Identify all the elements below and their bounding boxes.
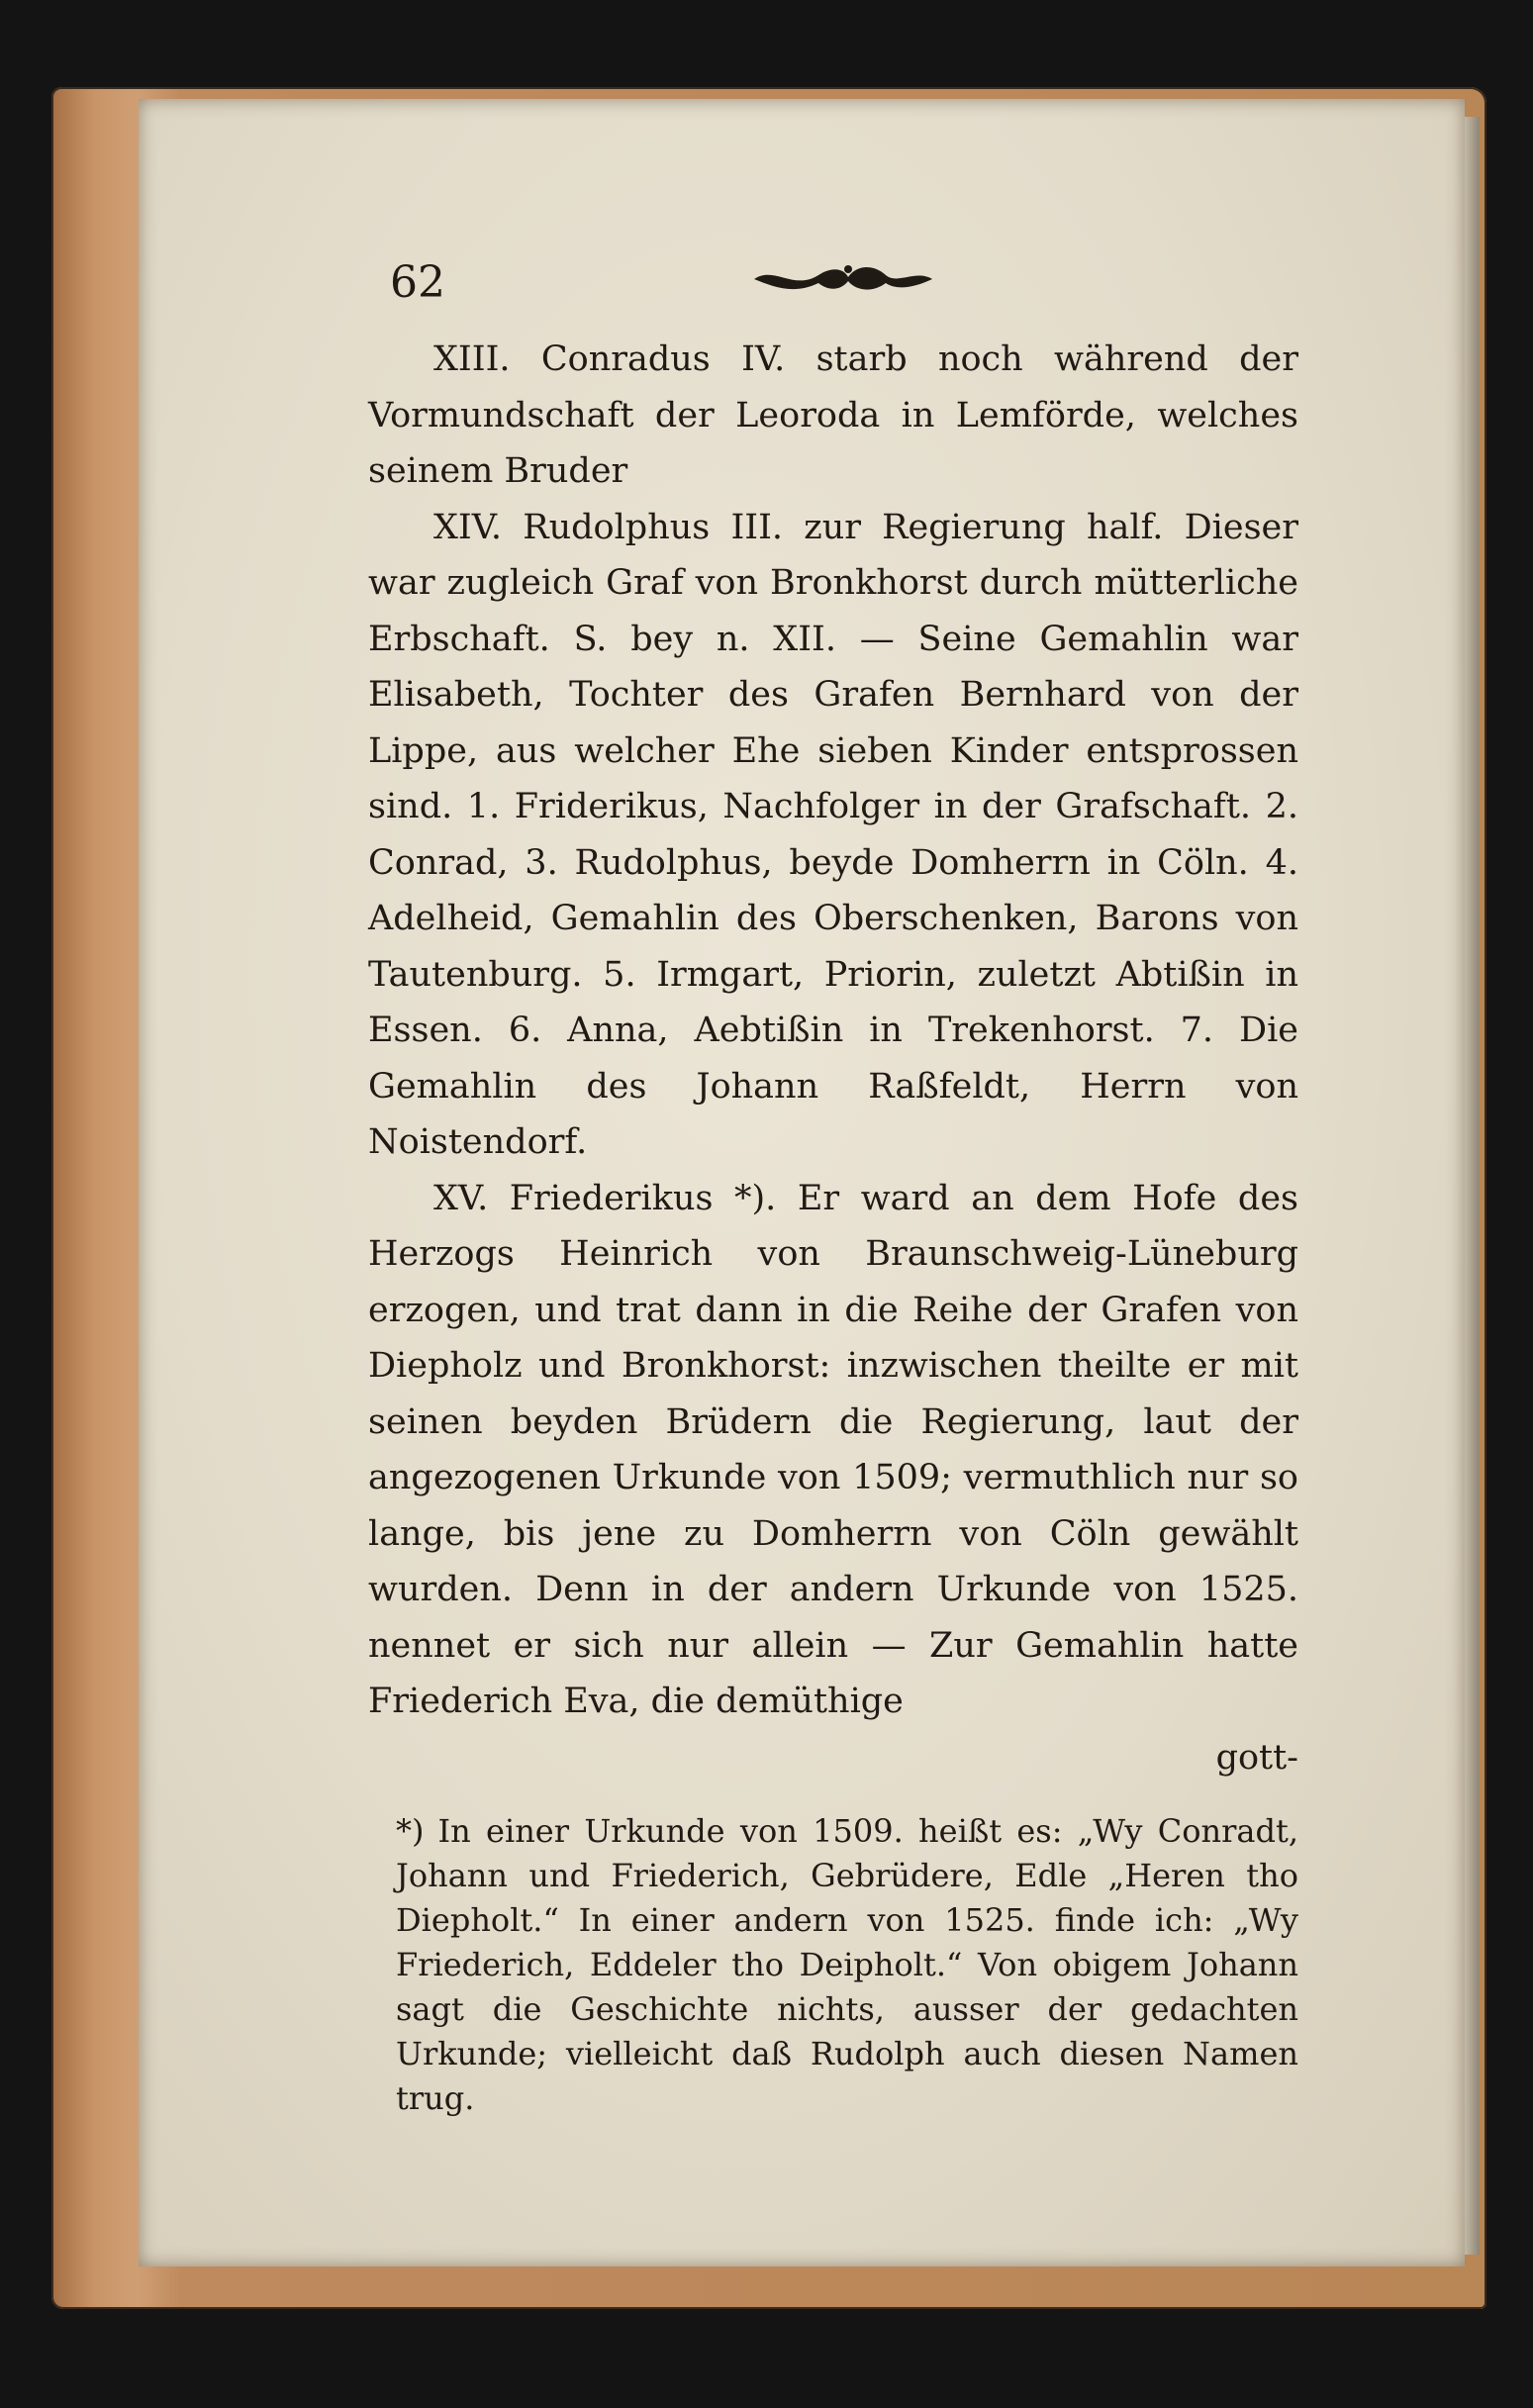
footnote-marker: *) [396,1811,425,1850]
footnote-text: In einer Urkunde von 1509. heißt es: „Wy Conradt, Johann und Friederich, Gebrüdere, Edle „Heren tho Diepholt.“ In einer andern von 1525. finde ich: „Wy Friederich, Eddeler tho Deipholt.“ Von obigem Johann sagt die Geschichte nichts, ausser der gedachten Urkunde; vielleicht daß Rudolph auch diesen Namen trug. [396,1811,1298,2117]
paragraph-xv: XV. Friederikus *). Er ward an dem Hofe des Herzogs Heinrich von Braunschweig-Lüneburg erzogen, und trat dann in die Reihe der Grafen von Diepholz und Bronkhorst: inzwischen theilte er mit seinen beyden Brüdern die Regierung, laut der angezogenen Urkunde von 1509; vermuthlich nur so lange, bis jene zu Domherrn von Cöln gewählt wurden. Denn in der andern Urkunde von 1525. nennet er sich nur allein — Zur Gemahlin hatte Friederich Eva, die demüthige [368,1178,1298,1721]
fleuron-ornament-icon [749,257,937,297]
page-number: 62 [390,257,445,308]
paragraph-xiv: XIV. Rudolphus III. zur Regierung half. Dieser war zugleich Graf von Bronkhorst durch mütterliche Erbschaft. S. bey n. XII. — Seine Gemahlin war Elisabeth, Tochter des Grafen Bernhard von der Lippe, aus welcher Ehe sieben Kinder entsprossen sind. 1. Friderikus, Nachfolger in der Grafschaft. 2. Conrad, 3. Rudolphus, beyde Domherrn in Cöln. 4. Adelheid, Gemahlin des Oberschenken, Barons von Tautenburg. 5. Irmgart, Priorin, zuletzt Abtißin in Essen. 6. Anna, Aebtißin in Trekenhorst. 7. Die Gemahlin des Johann Raßfeldt, Herrn von Noistendorf. [368,507,1298,1162]
paragraph-xiii: XIII. Conradus IV. starb noch während der Vormundschaft der Leoroda in Lemförde, welches seinem Bruder [368,339,1298,491]
page-content [368,247,1298,2121]
footnote [396,1809,1298,2121]
page-header [368,247,1298,332]
catchword: gott- [1215,1737,1298,1778]
